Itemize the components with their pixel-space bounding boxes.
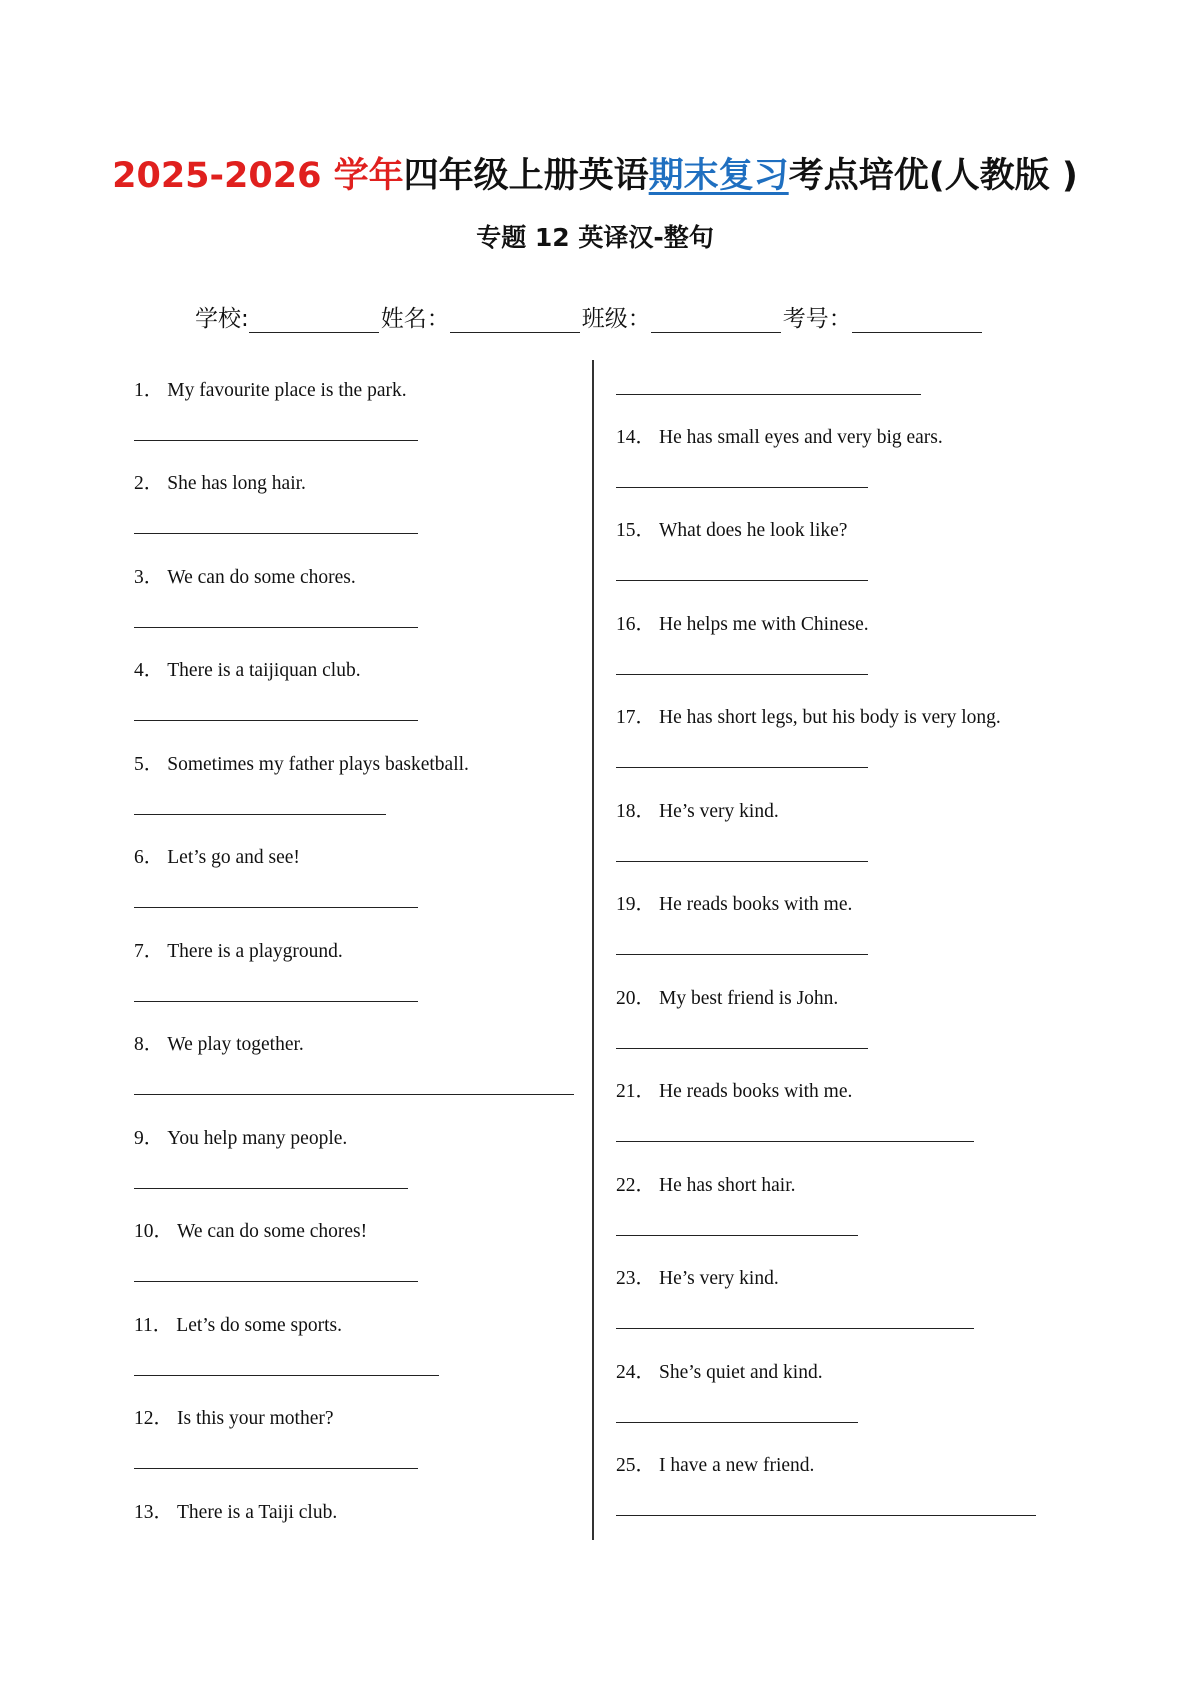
question-6: 6． Let’s go and see! (134, 847, 300, 868)
answer-line-20[interactable] (616, 1048, 868, 1049)
answer-line-4[interactable] (134, 720, 418, 721)
name-field[interactable] (450, 308, 580, 333)
answer-line-6[interactable] (134, 907, 418, 908)
answer-line-13[interactable] (616, 394, 921, 395)
answer-line-7[interactable] (134, 1001, 418, 1002)
title-edition: 考点培优(人教版 ) (788, 156, 1078, 196)
answer-line-14[interactable] (616, 487, 868, 488)
school-field[interactable] (249, 308, 379, 333)
answer-line-2[interactable] (134, 533, 418, 534)
class-label: 班级： (581, 306, 651, 332)
student-info-row (195, 300, 984, 333)
answer-line-12[interactable] (134, 1468, 418, 1469)
answer-line-19[interactable] (616, 954, 868, 955)
school-label: 学校: (195, 306, 249, 332)
answer-line-9[interactable] (134, 1188, 408, 1189)
question-8: 8． We play together. (134, 1034, 304, 1055)
question-9: 9． You help many people. (134, 1128, 348, 1149)
answer-line-23[interactable] (616, 1328, 974, 1329)
question-5: 5． Sometimes my father plays basketball. (134, 754, 469, 775)
answer-line-5[interactable] (134, 814, 386, 815)
answer-line-3[interactable] (134, 627, 418, 628)
class-field[interactable] (651, 308, 781, 333)
answer-line-22[interactable] (616, 1235, 858, 1236)
answer-line-21[interactable] (616, 1141, 974, 1142)
question-15: 15． What does he look like? (616, 520, 848, 541)
title-year: 2025-2026 学年 (112, 156, 404, 196)
exam-number-label: 考号： (782, 306, 852, 332)
title-review: 期末复习 (648, 156, 789, 196)
question-10: 10． We can do some chores! (134, 1221, 368, 1242)
question-2: 2． She has long hair. (134, 473, 306, 494)
answer-line-1[interactable] (134, 440, 418, 441)
page-title (0, 148, 1190, 198)
question-1: 1． My favourite place is the park. (134, 380, 407, 401)
answer-line-25[interactable] (616, 1515, 1036, 1516)
question-23: 23． He’s very kind. (616, 1268, 779, 1289)
question-16: 16． He helps me with Chinese. (616, 614, 869, 635)
answer-line-15[interactable] (616, 580, 868, 581)
page-subtitle: 专题 12 英译汉-整句 (476, 223, 714, 252)
exam-number-field[interactable] (852, 308, 982, 333)
question-25: 25． I have a new friend. (616, 1455, 815, 1476)
question-13: 13． There is a Taiji club. (134, 1502, 338, 1523)
answer-line-24[interactable] (616, 1422, 858, 1423)
question-17: 17． He has short legs, but his body is very long. (616, 707, 1001, 728)
name-label: 姓名： (380, 306, 450, 332)
question-18: 18． He’s very kind. (616, 801, 779, 822)
question-12: 12． Is this your mother? (134, 1408, 334, 1429)
answer-line-8[interactable] (134, 1094, 574, 1095)
answer-line-11[interactable] (134, 1375, 439, 1376)
question-22: 22． He has short hair. (616, 1175, 796, 1196)
answer-line-17[interactable] (616, 767, 868, 768)
title-grade: 四年级上册英语 (403, 156, 649, 196)
question-11: 11． Let’s do some sports. (134, 1315, 343, 1336)
question-7: 7． There is a playground. (134, 941, 343, 962)
column-divider (592, 360, 594, 1540)
answer-line-18[interactable] (616, 861, 868, 862)
question-4: 4． There is a taijiquan club. (134, 660, 361, 681)
answer-line-16[interactable] (616, 674, 868, 675)
question-3: 3． We can do some chores. (134, 567, 356, 588)
question-21: 21． He reads books with me. (616, 1081, 853, 1102)
answer-line-10[interactable] (134, 1281, 418, 1282)
question-19: 19． He reads books with me. (616, 894, 853, 915)
question-14: 14． He has small eyes and very big ears. (616, 427, 943, 448)
question-24: 24． She’s quiet and kind. (616, 1362, 823, 1383)
question-20: 20． My best friend is John. (616, 988, 839, 1009)
